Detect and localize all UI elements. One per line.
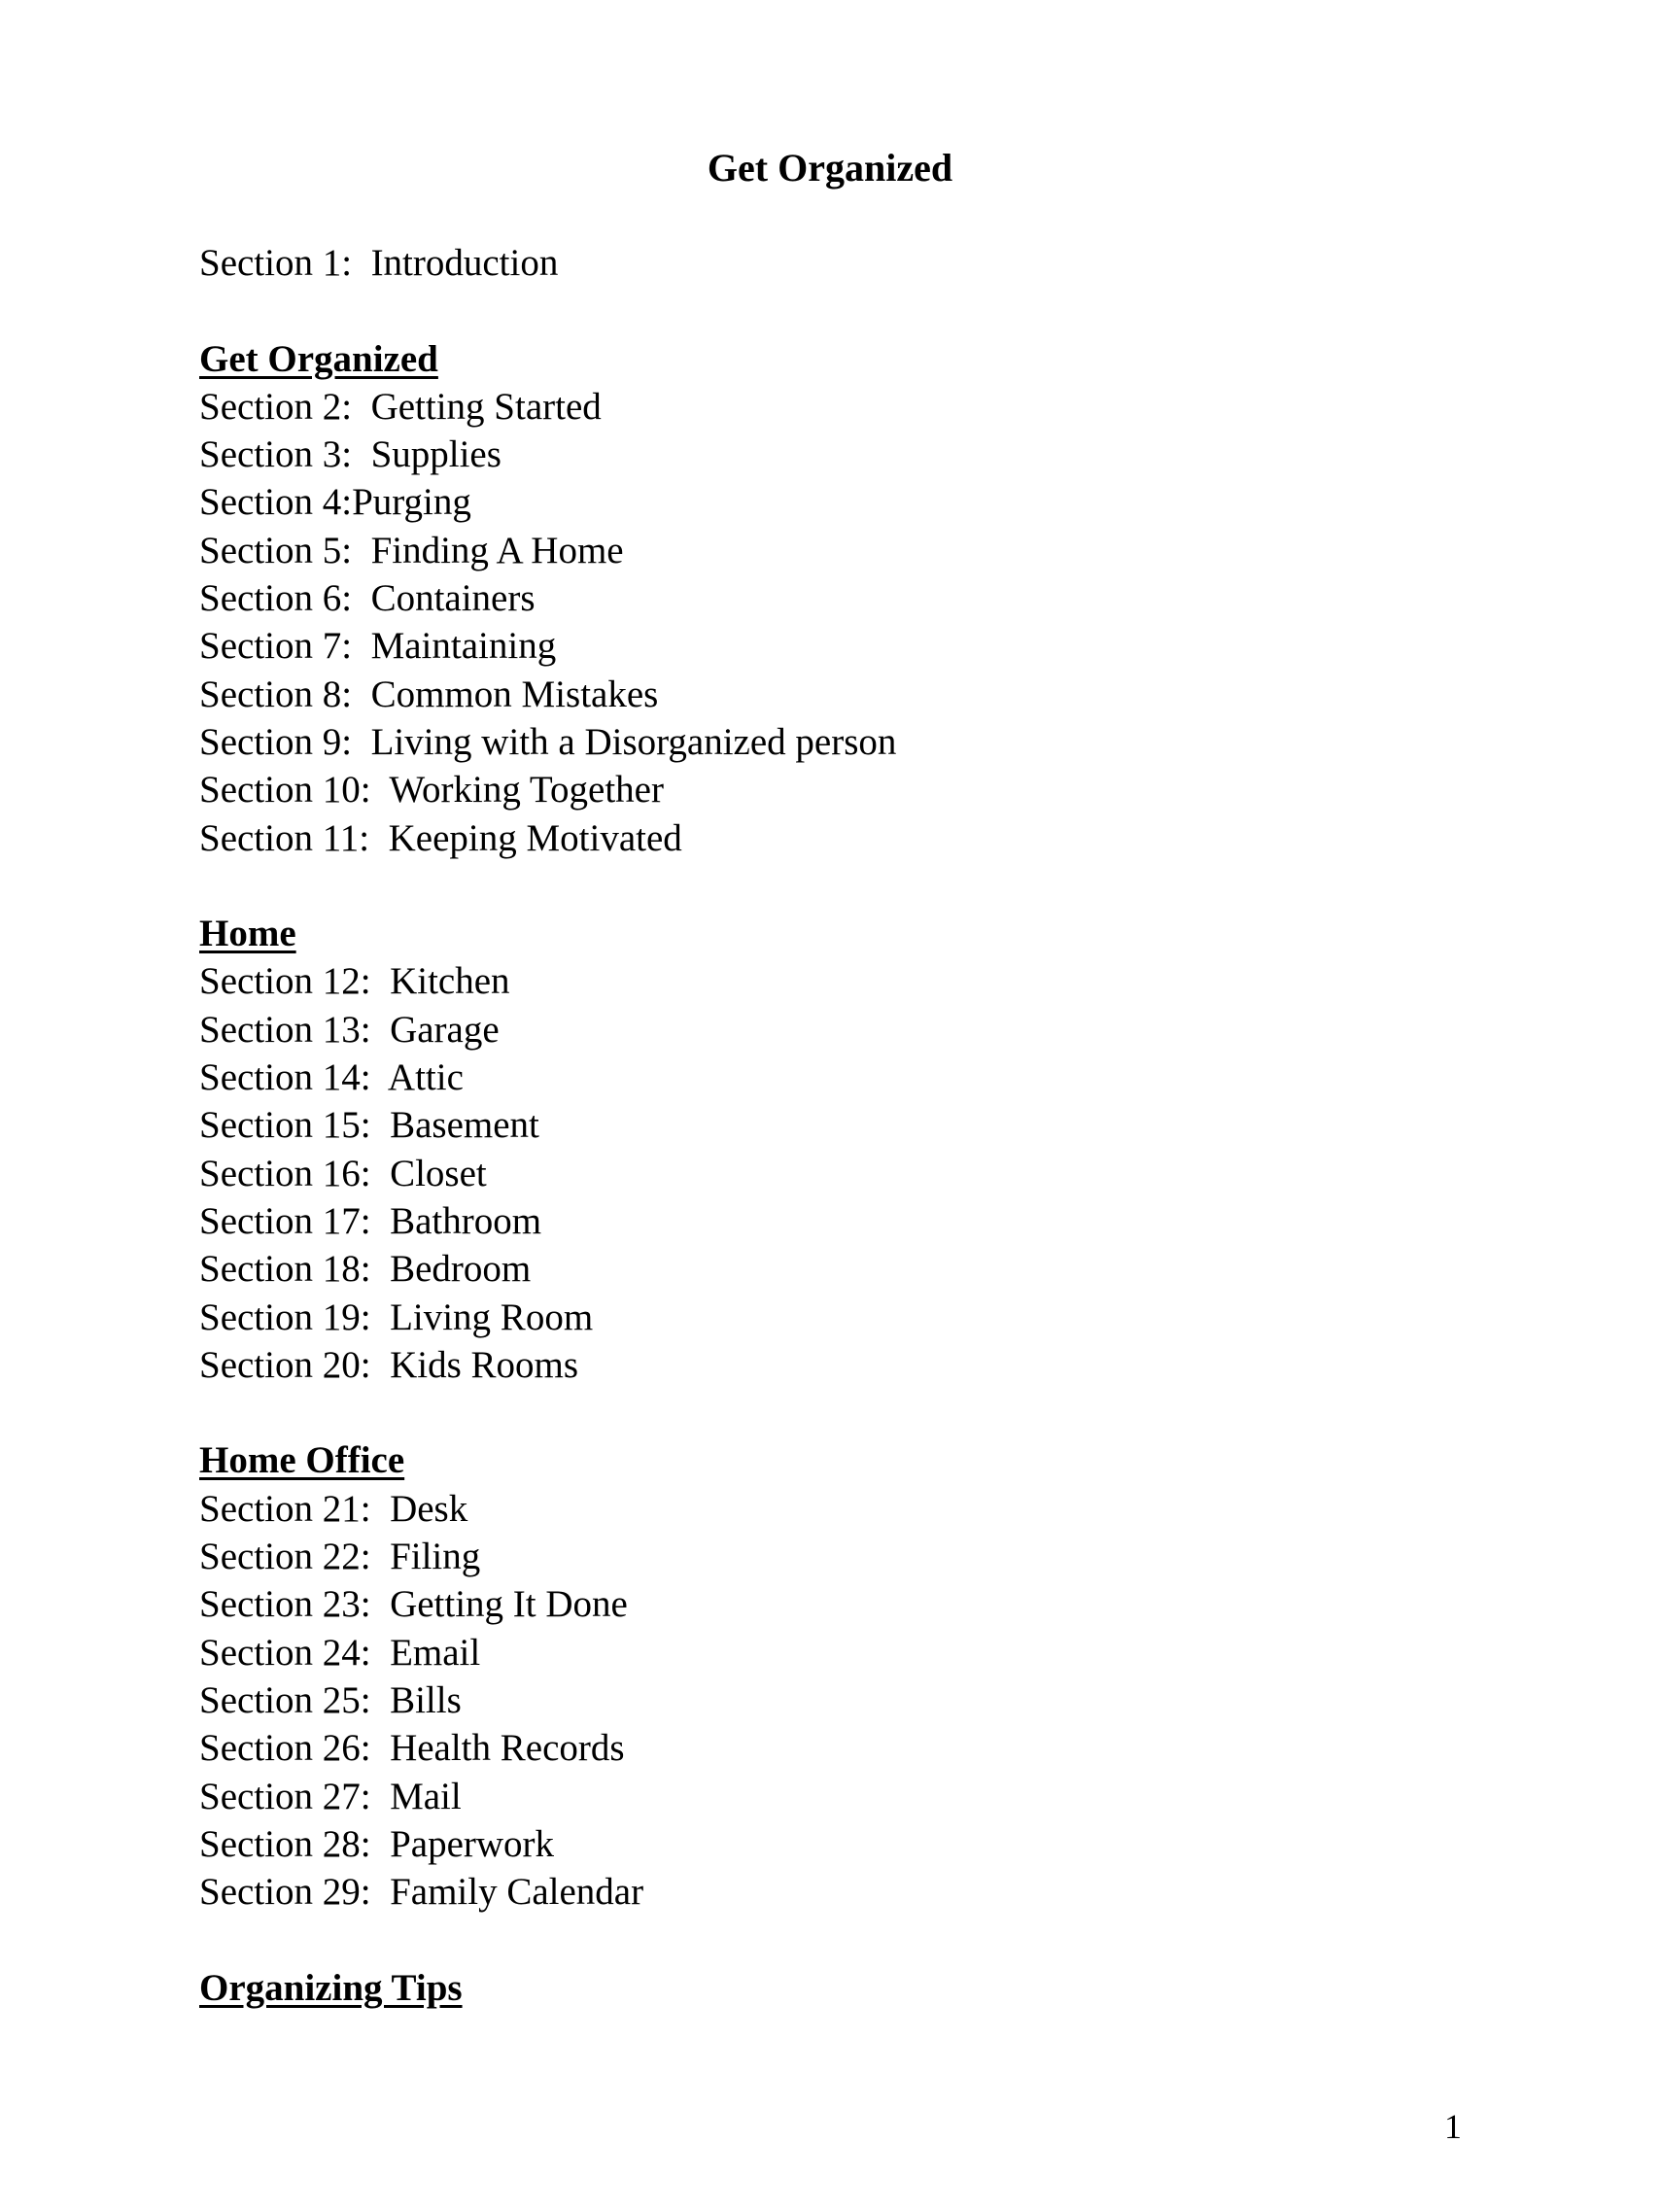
group-heading: Organizing Tips <box>199 1966 463 2009</box>
group-heading: Home Office <box>199 1439 405 1482</box>
list-item: Section 14: Attic <box>199 1056 464 1099</box>
group-organizing-tips <box>199 1964 896 2012</box>
list-item: Section 17: Bathroom <box>199 1199 542 1242</box>
list-item: Section 21: Desk <box>199 1487 468 1530</box>
list-item: Section 3: Supplies <box>199 433 501 476</box>
list-item: Section 25: Bills <box>199 1678 462 1721</box>
list-item: Section 20: Kids Rooms <box>199 1343 579 1386</box>
list-item: Section 15: Basement <box>199 1104 539 1147</box>
list-item: Section 8: Common Mistakes <box>199 673 659 715</box>
list-item: Section 13: Garage <box>199 1008 500 1051</box>
list-item: Section 5: Finding A Home <box>199 529 624 571</box>
list-item: Section 27: Mail <box>199 1775 462 1817</box>
table-of-contents <box>199 239 896 2012</box>
list-item: Section 9: Living with a Disorganized person <box>199 720 897 763</box>
group-get-organized <box>199 335 896 862</box>
list-item: Section 6: Containers <box>199 577 536 620</box>
group-home-office <box>199 1436 896 1916</box>
list-item: Section 11: Keeping Motivated <box>199 816 682 859</box>
list-item: Section 28: Paperwork <box>199 1822 555 1865</box>
list-item: Section 4:Purging <box>199 481 471 524</box>
list-item: Section 19: Living Room <box>199 1296 594 1338</box>
spacer <box>199 1916 896 1963</box>
group-heading: Home <box>199 913 296 955</box>
group-heading: Get Organized <box>199 337 438 380</box>
spacer <box>199 862 896 910</box>
list-item: Section 7: Maintaining <box>199 625 557 668</box>
list-item: Section 16: Closet <box>199 1152 487 1194</box>
list-item: Section 2: Getting Started <box>199 385 602 428</box>
list-item: Section 24: Email <box>199 1631 481 1674</box>
list-item: Section 10: Working Together <box>199 769 664 812</box>
document-title: Get Organized <box>707 146 953 190</box>
intro-section-line: Section 1: Introduction <box>199 242 559 284</box>
group-home <box>199 910 896 1389</box>
page-number: 1 <box>1444 2107 1462 2146</box>
list-item: Section 26: Health Records <box>199 1727 625 1770</box>
list-item: Section 12: Kitchen <box>199 960 510 1003</box>
list-item: Section 23: Getting It Done <box>199 1583 628 1626</box>
list-item: Section 29: Family Calendar <box>199 1871 644 1914</box>
list-item: Section 18: Bedroom <box>199 1248 532 1291</box>
spacer <box>199 287 896 334</box>
list-item: Section 22: Filing <box>199 1536 481 1578</box>
spacer <box>199 1389 896 1436</box>
